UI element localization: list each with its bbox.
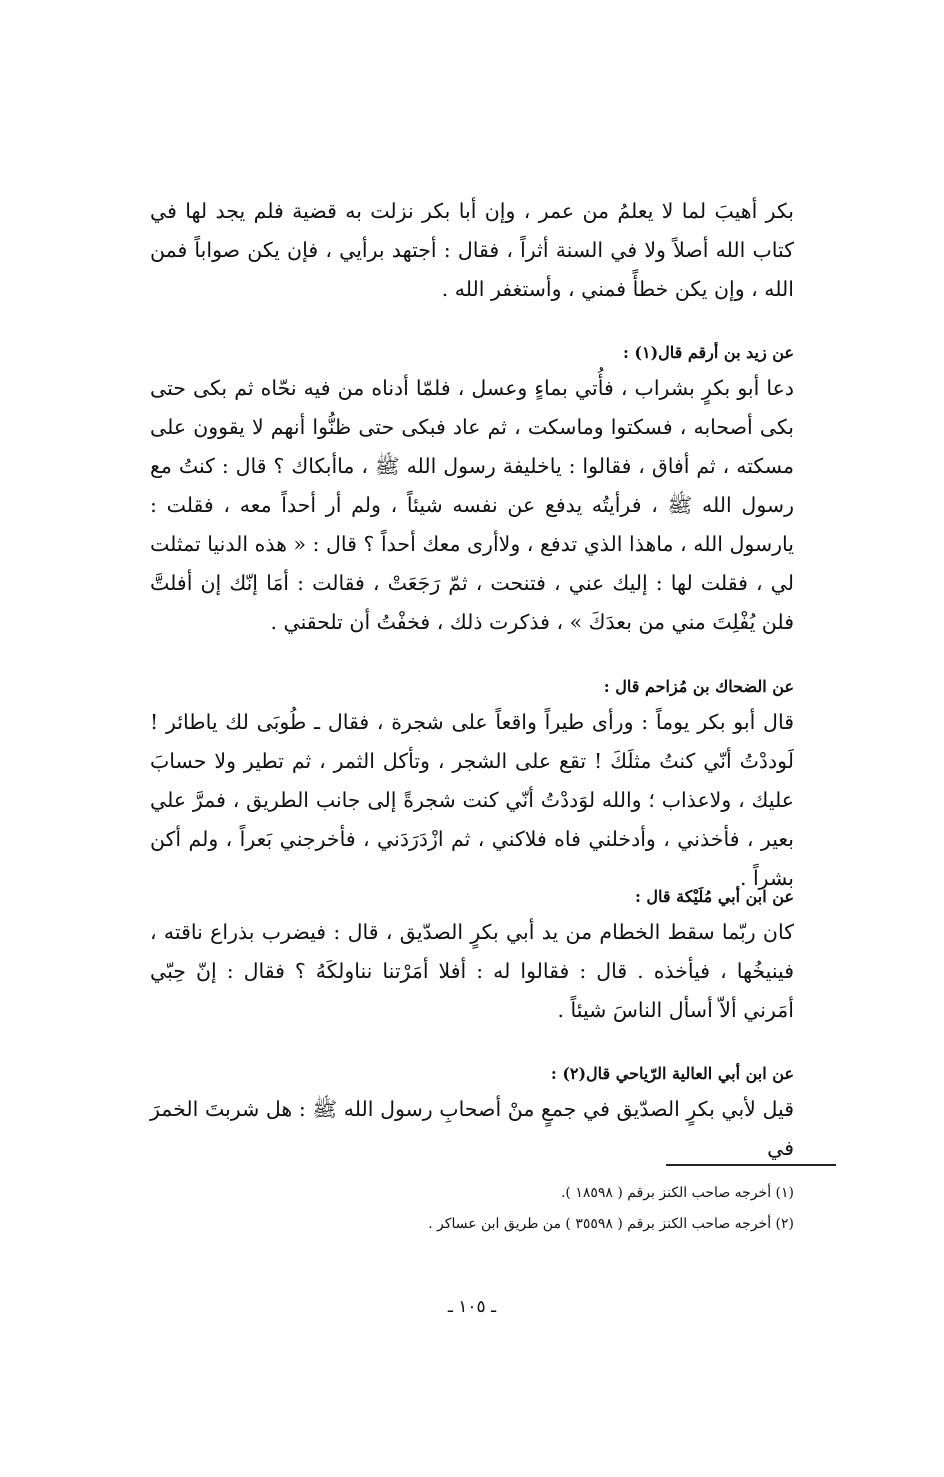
paragraph-continuation: بكر أهيبَ لما لا يعلمُ من عمر ، وإن أبا بكر نزلت به قضية فلم يجد لها في كتاب الله أصلاً ولا في السنة أثراً ، فقال : أجتهد برأيي ، فإن يكن صواباً فمن الله ، وإن يكن خطأً فمني ، وأستغفر الله . [150,199,794,301]
footnote-divider [666,1164,836,1166]
paragraph-wine-question: قيل لأبي بكرٍ الصدّيق في جمعٍ منْ أصحابِ رسول الله ﷺ : هل شربتَ الخمرَ في [150,1097,794,1160]
paragraph-halter-story: كان ربّما سقط الخطام من يد أبي بكرٍ الصدّيق ، قال : فيضرب بذراع ناقته ، فينيخُها ، فيأخذه . قال : فقالوا له : أفلا أمَرْتنا نناولكَهُ ؟ فقال : إنّ حِبّي أمَرني ألاّ أسأل الناسَ شيئاً . [150,920,794,1022]
heading-ibn-abi-mulaika: عن ابن أبي مُلَيْكة قال : [634,887,794,906]
paragraph-bird-story: قال أبو بكر يوماً : ورأى طيراً واقعاً على شجرة ، فقال ـ طُوبَى لك ياطائر ! لَوددْتُ أنّي كنتُ مثلَكَ ! تقع على الشجر ، وتأكل الثمر ، ثم تطير ولا حسابَ عليك ، ولاعذاب ؛ والله لوَددْتُ أنّي كنت شجرةً إلى جانب الطريق ، فمرَّ علي بعير ، فأخذني ، وأدخلني فاه فلاكني ، ثم ازْدَرَدَني ، فأخرجني بَعراً ، ولم أكن بشراً . [150,710,794,890]
heading-zaid-bin-arqam: عن زيد بن أرقم قال(١) : [622,343,794,362]
footnote-2: (٢) أخرجه صاحب الكنز برقم ( ٣٥٥٩٨ ) من طريق ابن عساكر . [428,1216,794,1232]
page-number: ـ ١٠٥ ـ [447,1297,497,1317]
footnote-1: (١) أخرجه صاحب الكنز برقم ( ١٨٥٩٨ ). [560,1185,794,1201]
paragraph-drink-story: دعا أبو بكرٍ بشراب ، فأُتي بماءٍ وعسل ، فلمّا أدناه من فيه نحّاه ثم بكى حتى بكى أصحابه ، فسكتوا وماسكت ، ثم عاد فبكى حتى ظنُّوا أنهم لا يقوون على مسكته ، ثم أفاق ، فقالوا : ياخليفة رسول الله ﷺ ، ماأبكاك ؟ قال : كنتُ مع رسول الله ﷺ ، فرأيتُه يدفع عن نفسه شيئاً ، ولم أر أحداً معه ، فقلت : يارسول الله ، ماهذا الذي تدفع ، ولاأرى معك أحداً ؟ قال : « هذه الدنيا تمثلت لي ، فقلت لها : إليك عني ، فتنحت ، ثمّ رَجَعَتْ ، فقالت : أمَا إنّك إن أفلتَّ فلن يُفْلِتَ مني من بعدَكَ » ، فذكرت ذلك ، فخفْتُ أن تلحقني . [150,376,794,634]
heading-ibn-abi-aliya: عن ابن أبي العالية الرّياحي قال(٢) : [550,1064,794,1083]
heading-dahhak-bin-muzahim: عن الضحاك بن مُزاحم قال : [603,677,794,696]
